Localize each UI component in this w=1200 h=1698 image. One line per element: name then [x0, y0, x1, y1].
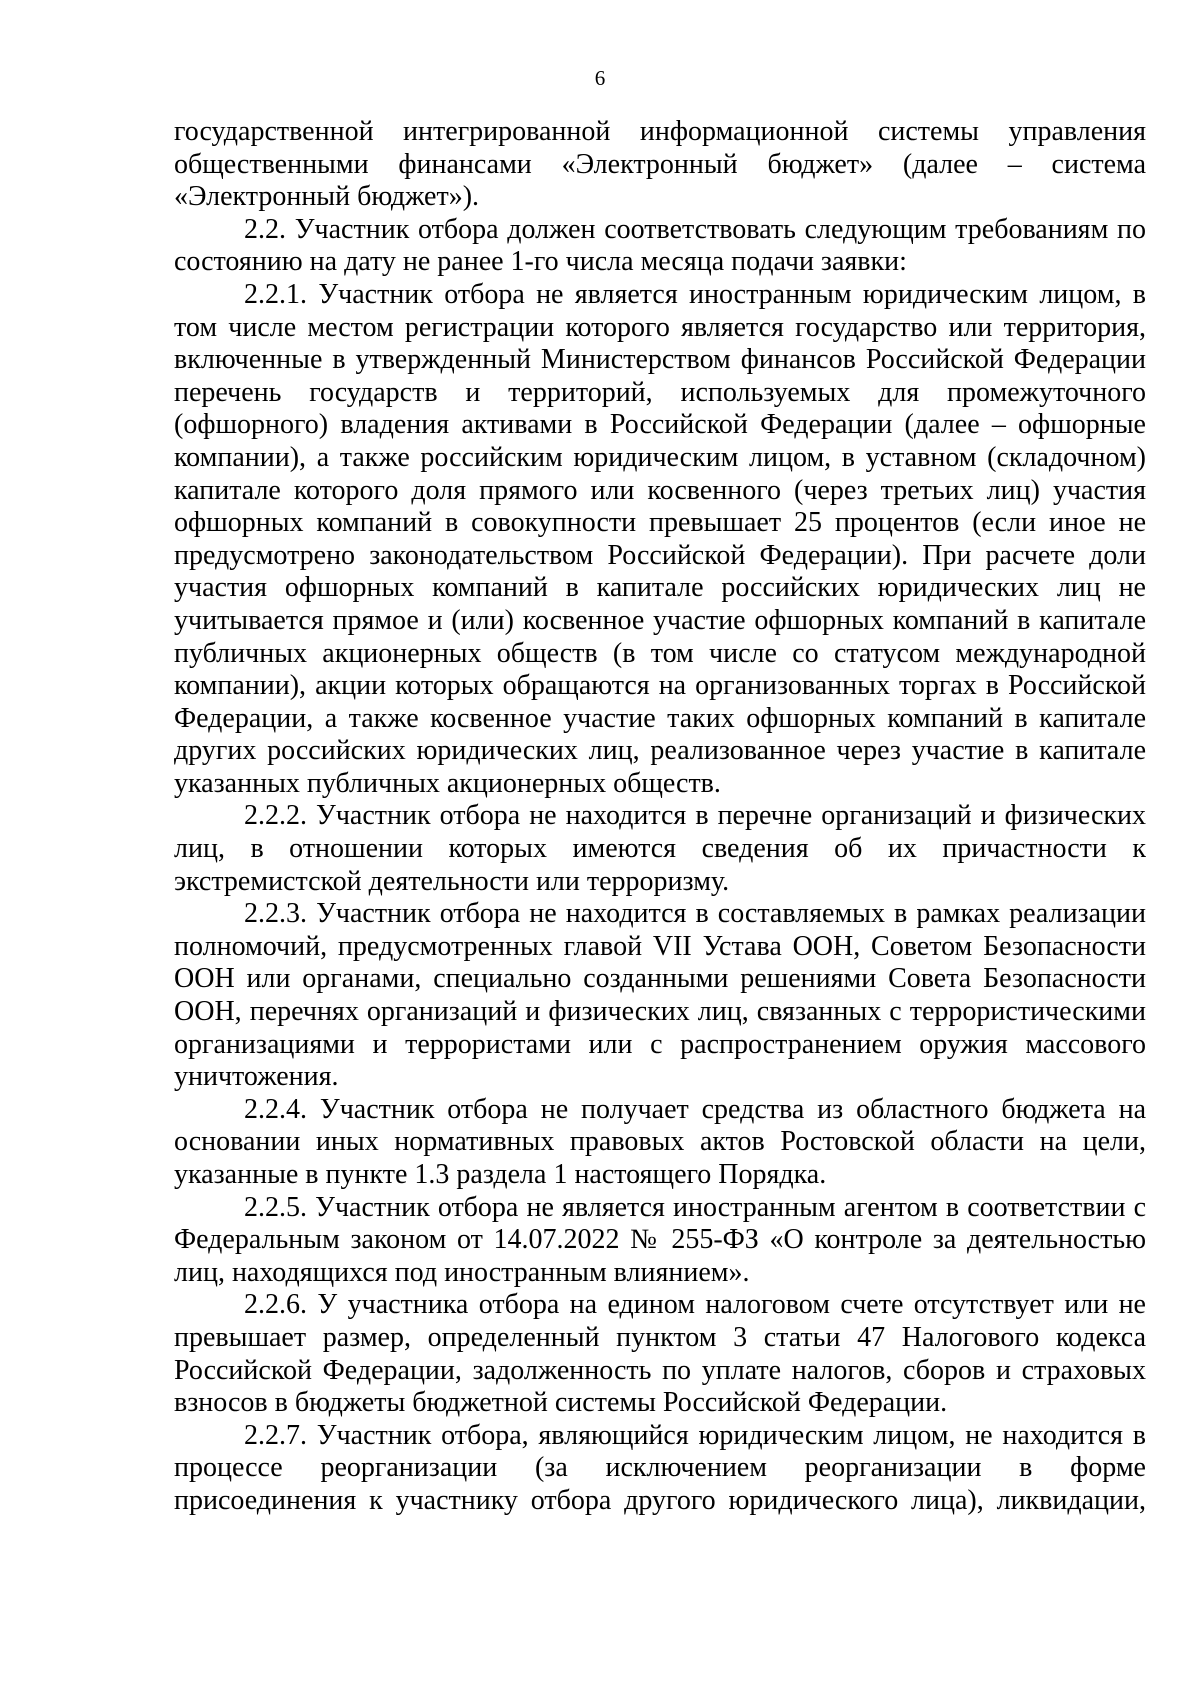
paragraph-2-2-7: 2.2.7. Участник отбора, являющийся юридическим лицом, не находится в процессе реорганизации (за исключением реорганизации в форме присоединения к участнику отбора другого юридического лица), ликвидации, — [174, 1419, 1146, 1516]
page-number: 6 — [594, 66, 606, 90]
paragraph-2-2-2: 2.2.2. Участник отбора не находится в перечне организаций и физических лиц, в отношении которых имеются сведения об их причастности к экстремистской деятельности или терроризму. — [174, 800, 1146, 897]
paragraph-2-2-5: 2.2.5. Участник отбора не является иностранным агентом в соответствии с Федеральным законом от 14.07.2022 № 255-ФЗ «О контроле за деятельностью лиц, находящихся под иностранным влиянием». — [174, 1191, 1146, 1288]
document-body — [174, 116, 1146, 1518]
paragraph-2-2-6: 2.2.6. У участника отбора на едином налоговом счете отсутствует или не превышает размер, определенный пунктом 3 статьи 47 Налогового кодекса Российской Федерации, задолженность по уплате налогов, сборов и страховых взносов в бюджеты бюджетной системы Российской Федерации. — [174, 1289, 1146, 1419]
paragraph-2-2-4: 2.2.4. Участник отбора не получает средства из областного бюджета на основании иных нормативных правовых актов Ростовской области на цели, указанные в пункте 1.3 раздела 1 настоящего Порядка. — [174, 1093, 1146, 1190]
paragraph-2-2-1: 2.2.1. Участник отбора не является иностранным юридическим лицом, в том числе местом регистрации которого является государство или территория, включенные в утвержденный Министерством финансов Российской Федерации перечень государств и территорий, используемых для промежуточного (офшорного) владения активами в Российской Федерации (далее – офшорные компании), а также российским юридическим лицом, в уставном (складочном) капитале которого доля прямого или косвенного (через третьих лиц) участия офшорных компаний в совокупности превышает 25 процентов (если иное не предусмотрено законодательством Российской Федерации). При расчете доли участия офшорных компаний в капитале российских юридических лиц не учитывается прямое и (или) косвенное участие офшорных компаний в капитале публичных акционерных обществ (в том числе со статусом международной компании), акции которых обращаются на организованных торгах в Российской Федерации, а также косвенное участие таких офшорных компаний в капитале других российских юридических лиц, реализованное через участие в капитале указанных публичных акционерных обществ. — [174, 278, 1146, 799]
paragraph-continuation: государственной интегрированной информационной системы управления общественными финансами «Электронный бюджет» (далее – система «Электронный бюджет»). — [174, 116, 1146, 213]
paragraph-2-2: 2.2. Участник отбора должен соответствовать следующим требованиям по состоянию на дату не ранее 1-го числа месяца подачи заявки: — [174, 213, 1146, 278]
paragraph-2-2-3: 2.2.3. Участник отбора не находится в составляемых в рамках реализации полномочий, предусмотренных главой VII Устава ООН, Советом Безопасности ООН или органами, специально созданными решениями Совета Безопасности ООН, перечнях организаций и физических лиц, связанных с террористическими организациями и террористами или с распространением оружия массового уничтожения. — [174, 898, 1146, 1093]
